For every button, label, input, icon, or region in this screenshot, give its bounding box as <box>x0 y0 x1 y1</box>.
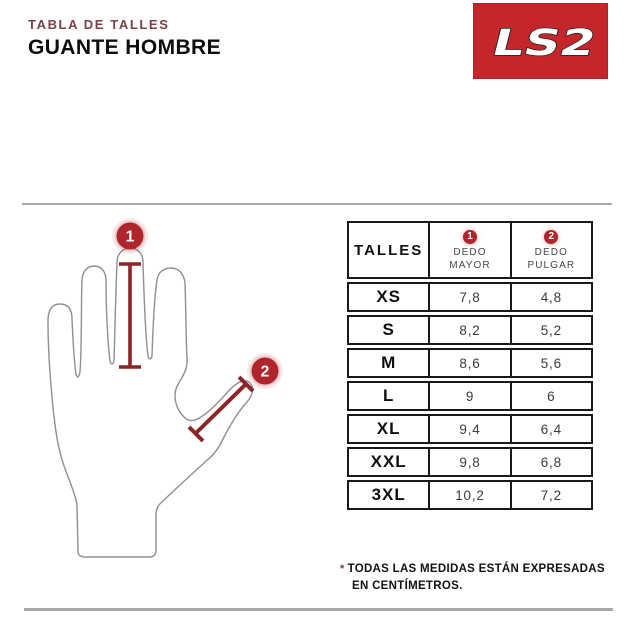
footnote-line1 <box>340 561 630 578</box>
pulgar-cell: 6,4 <box>510 416 591 442</box>
marker-1-badge <box>112 218 148 254</box>
pulgar-cell: 5,2 <box>510 317 591 343</box>
table-row <box>347 282 593 312</box>
ls2-logo-text: LS2 <box>487 21 573 64</box>
size-cell: XL <box>376 419 401 438</box>
size-table <box>347 221 593 510</box>
brand-logo <box>473 3 608 79</box>
table-row <box>347 414 593 444</box>
table-row <box>347 315 593 345</box>
col1-label-line1: DEDO <box>453 246 487 258</box>
footnote-text1: TODAS LAS MEDIDAS ESTÁN EXPRESADAS <box>347 563 605 575</box>
mayor-cell: 8,2 <box>428 317 509 343</box>
col2-badge-icon: 2 <box>544 230 558 244</box>
mayor-cell: 9,4 <box>428 416 509 442</box>
mayor-cell: 7,8 <box>428 284 509 310</box>
size-cell: 3XL <box>371 485 406 504</box>
col2-label-line1: DEDO <box>534 246 568 258</box>
table-row <box>347 480 593 510</box>
mayor-cell: 9,8 <box>428 449 509 475</box>
size-cell: M <box>381 353 397 372</box>
footnote <box>340 561 630 596</box>
bottom-divider <box>24 608 613 611</box>
talles-header-cell <box>349 223 428 277</box>
size-cell: S <box>382 320 395 339</box>
mayor-cell: 8,6 <box>428 350 509 376</box>
col2-label-line2: PULGAR <box>527 259 576 271</box>
pulgar-cell: 6,8 <box>510 449 591 475</box>
hand-diagram <box>20 205 320 605</box>
dedo-mayor-header-cell <box>428 223 509 277</box>
size-cell: XXL <box>370 452 407 471</box>
marker-1-number: 1 <box>125 228 135 246</box>
table-row <box>347 381 593 411</box>
talles-label: TALLES <box>354 241 424 259</box>
size-cell: L <box>382 386 395 405</box>
marker-2-badge <box>247 353 283 389</box>
page-title: GUANTE HOMBRE <box>28 36 222 59</box>
footnote-asterisk: * <box>340 563 345 575</box>
dedo-pulgar-header-cell <box>510 223 591 277</box>
table-header-row <box>347 221 593 279</box>
marker-2-number: 2 <box>260 363 270 381</box>
page-header <box>28 17 221 60</box>
size-cell: XS <box>376 287 401 306</box>
col1-badge-icon: 1 <box>463 230 477 244</box>
col1-label-line2: MAYOR <box>449 259 491 271</box>
table-row <box>347 447 593 477</box>
pulgar-cell: 7,2 <box>510 482 591 508</box>
ls2-logo-icon <box>473 3 608 79</box>
mayor-cell: 9 <box>428 383 509 409</box>
hand-outline <box>48 248 253 557</box>
mayor-cell: 10,2 <box>428 482 509 508</box>
pulgar-cell: 5,6 <box>510 350 591 376</box>
page-subtitle: TABLA DE TALLES <box>28 17 170 32</box>
pulgar-cell: 4,8 <box>510 284 591 310</box>
table-row <box>347 348 593 378</box>
pulgar-cell: 6 <box>510 383 591 409</box>
footnote-line2: EN CENTÍMETROS. <box>352 580 463 593</box>
